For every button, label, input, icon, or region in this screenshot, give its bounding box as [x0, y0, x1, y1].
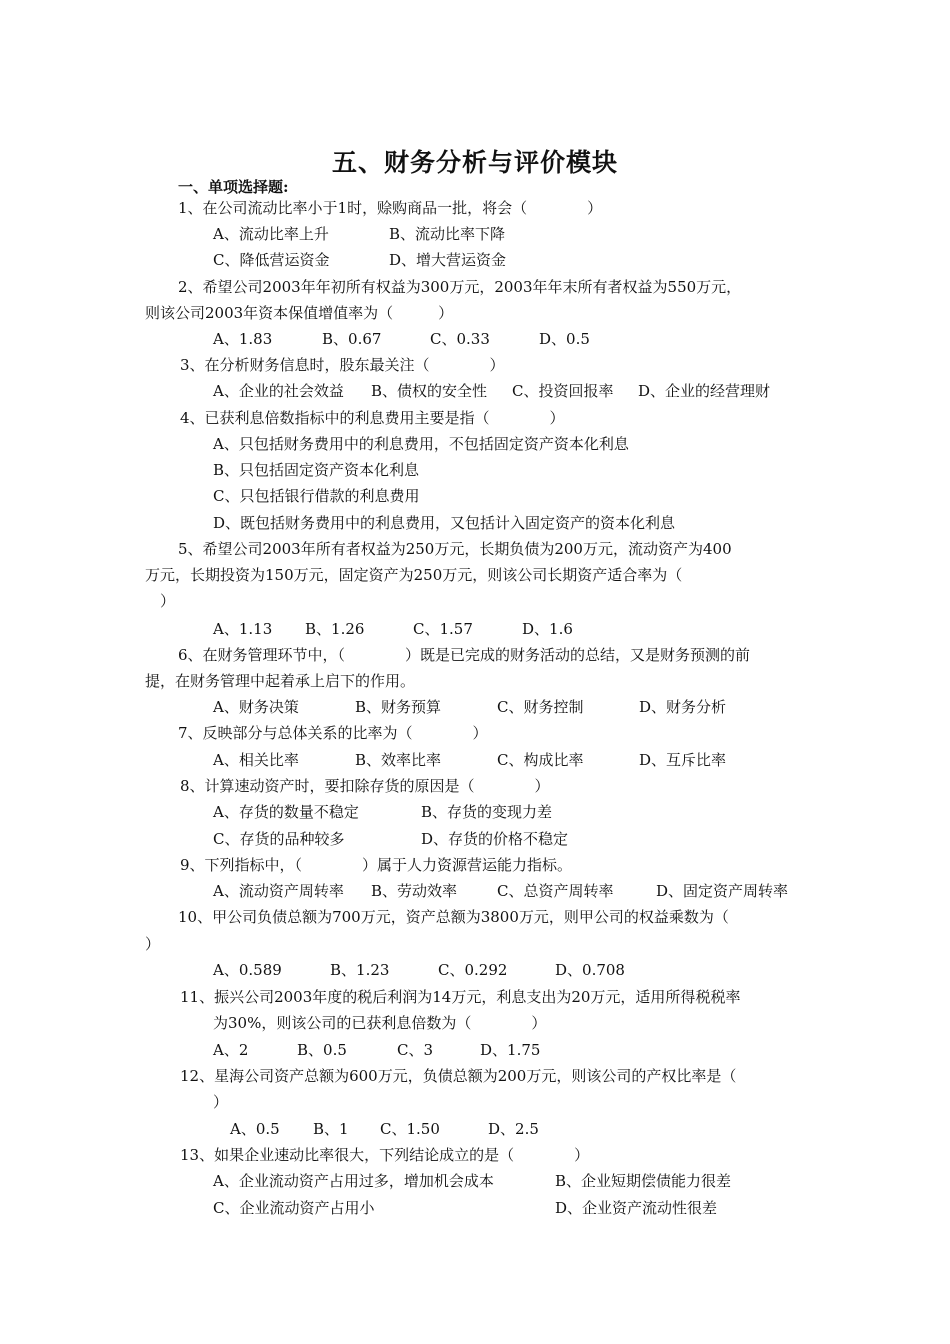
- q2-option-d: D、0.5: [539, 330, 590, 348]
- question-6-line-1: 6、在财务管理环节中，（ ）既是已完成的财务活动的总结，又是财务预测的前: [178, 646, 751, 664]
- q8-option-b: B、存货的变现力差: [421, 803, 553, 821]
- question-11-line-2: 为30%，则该公司的已获利息倍数为（ ）: [213, 1014, 547, 1032]
- q12-option-c: C、1.50: [380, 1120, 440, 1138]
- q2-option-a: A、1.83: [213, 330, 273, 348]
- question-4: 4、已获利息倍数指标中的利息费用主要是指（ ）: [180, 409, 565, 427]
- q6-option-c: C、财务控制: [497, 698, 584, 716]
- q1-option-b: B、流动比率下降: [389, 225, 506, 243]
- question-10-line-2: ）: [145, 935, 161, 953]
- q1-option-a: A、流动比率上升: [213, 225, 329, 243]
- section-heading: 一、单项选择题:: [178, 178, 289, 196]
- q8-option-c: C、存货的品种较多: [213, 830, 345, 848]
- q13-option-a: A、企业流动资产占用过多，增加机会成本: [213, 1172, 494, 1190]
- question-5-line-3: ）: [160, 592, 176, 610]
- q12-option-b: B、1: [313, 1120, 349, 1138]
- q3-option-c: C、投资回报率: [512, 382, 614, 400]
- question-8: 8、计算速动资产时，要扣除存货的原因是（ ）: [180, 777, 550, 795]
- question-10-line-1: 10、甲公司负债总额为700万元，资产总额为3800万元，则甲公司的权益乘数为（: [178, 908, 729, 926]
- q11-option-d: D、1.75: [480, 1041, 541, 1059]
- q6-option-d: D、财务分析: [639, 698, 727, 716]
- q12-option-d: D、2.5: [488, 1120, 539, 1138]
- q10-option-b: B、1.23: [330, 961, 390, 979]
- question-7: 7、反映部分与总体关系的比率为（ ）: [178, 724, 488, 742]
- q6-option-b: B、财务预算: [355, 698, 442, 716]
- q10-option-d: D、0.708: [555, 961, 625, 979]
- q5-option-b: B、1.26: [305, 620, 365, 638]
- q13-option-c: C、企业流动资产占用小: [213, 1199, 375, 1217]
- q11-option-b: B、0.5: [297, 1041, 347, 1059]
- q10-option-c: C、0.292: [438, 961, 508, 979]
- question-12-line-2: ）: [213, 1093, 229, 1111]
- question-13: 13、如果企业速动比率很大，下列结论成立的是（ ）: [180, 1146, 590, 1164]
- question-2-line-2: 则该公司2003年资本保值增值率为（ ）: [145, 304, 454, 322]
- question-12-line-1: 12、星海公司资产总额为600万元，负债总额为200万元，则该公司的产权比率是（: [180, 1067, 737, 1085]
- question-9: 9、下列指标中，（ ）属于人力资源营运能力指标。: [180, 856, 573, 874]
- q3-option-a: A、企业的社会效益: [213, 382, 344, 400]
- q1-option-d: D、增大营运资金: [389, 251, 507, 269]
- q7-option-b: B、效率比率: [355, 751, 442, 769]
- q5-option-a: A、1.13: [213, 620, 273, 638]
- q9-option-d: D、固定资产周转率: [656, 882, 789, 900]
- question-3: 3、在分析财务信息时，股东最关注（ ）: [180, 356, 505, 374]
- q8-option-d: D、存货的价格不稳定: [421, 830, 569, 848]
- q1-option-c: C、降低营运资金: [213, 251, 330, 269]
- q5-option-d: D、1.6: [522, 620, 573, 638]
- q4-option-d: D、既包括财务费用中的利息费用，又包括计入固定资产的资本化利息: [213, 514, 676, 532]
- question-5-line-1: 5、希望公司2003年所有者权益为250万元，长期负债为200万元，流动资产为400: [178, 540, 732, 558]
- q2-option-c: C、0.33: [430, 330, 490, 348]
- q11-option-a: A、2: [213, 1041, 249, 1059]
- q3-option-b: B、债权的安全性: [371, 382, 488, 400]
- q2-option-b: B、0.67: [322, 330, 382, 348]
- q8-option-a: A、存货的数量不稳定: [213, 803, 359, 821]
- question-5-line-2: 万元，长期投资为150万元，固定资产为250万元，则该公司长期资产适合率为（: [145, 566, 683, 584]
- q4-option-c: C、只包括银行借款的利息费用: [213, 487, 420, 505]
- q7-option-c: C、构成比率: [497, 751, 584, 769]
- q4-option-a: A、只包括财务费用中的利息费用，不包括固定资产资本化利息: [213, 435, 629, 453]
- question-2-line-1: 2、希望公司2003年年初所有权益为300万元，2003年年末所有者权益为550万元，: [178, 278, 742, 296]
- q9-option-b: B、劳动效率: [371, 882, 458, 900]
- question-1: 1、在公司流动比率小于1时，赊购商品一批，将会（ ）: [178, 199, 603, 217]
- q13-option-d: D、企业资产流动性很差: [555, 1199, 718, 1217]
- q7-option-d: D、互斥比率: [639, 751, 727, 769]
- q11-option-c: C、3: [397, 1041, 434, 1059]
- q9-option-c: C、总资产周转率: [497, 882, 614, 900]
- q5-option-c: C、1.57: [413, 620, 473, 638]
- question-11-line-1: 11、振兴公司2003年度的税后利润为14万元，利息支出为20万元，适用所得税税率: [180, 988, 741, 1006]
- q7-option-a: A、相关比率: [213, 751, 299, 769]
- q10-option-a: A、0.589: [213, 961, 282, 979]
- q3-option-d: D、企业的经营理财: [638, 382, 771, 400]
- page-title: 五、财务分析与评价模块: [331, 148, 618, 177]
- q4-option-b: B、只包括固定资产资本化利息: [213, 461, 420, 479]
- q13-option-b: B、企业短期偿债能力很差: [555, 1172, 732, 1190]
- q12-option-a: A、0.5: [230, 1120, 280, 1138]
- q6-option-a: A、财务决策: [213, 698, 299, 716]
- q9-option-a: A、流动资产周转率: [213, 882, 344, 900]
- question-6-line-2: 提，在财务管理中起着承上启下的作用。: [145, 672, 416, 690]
